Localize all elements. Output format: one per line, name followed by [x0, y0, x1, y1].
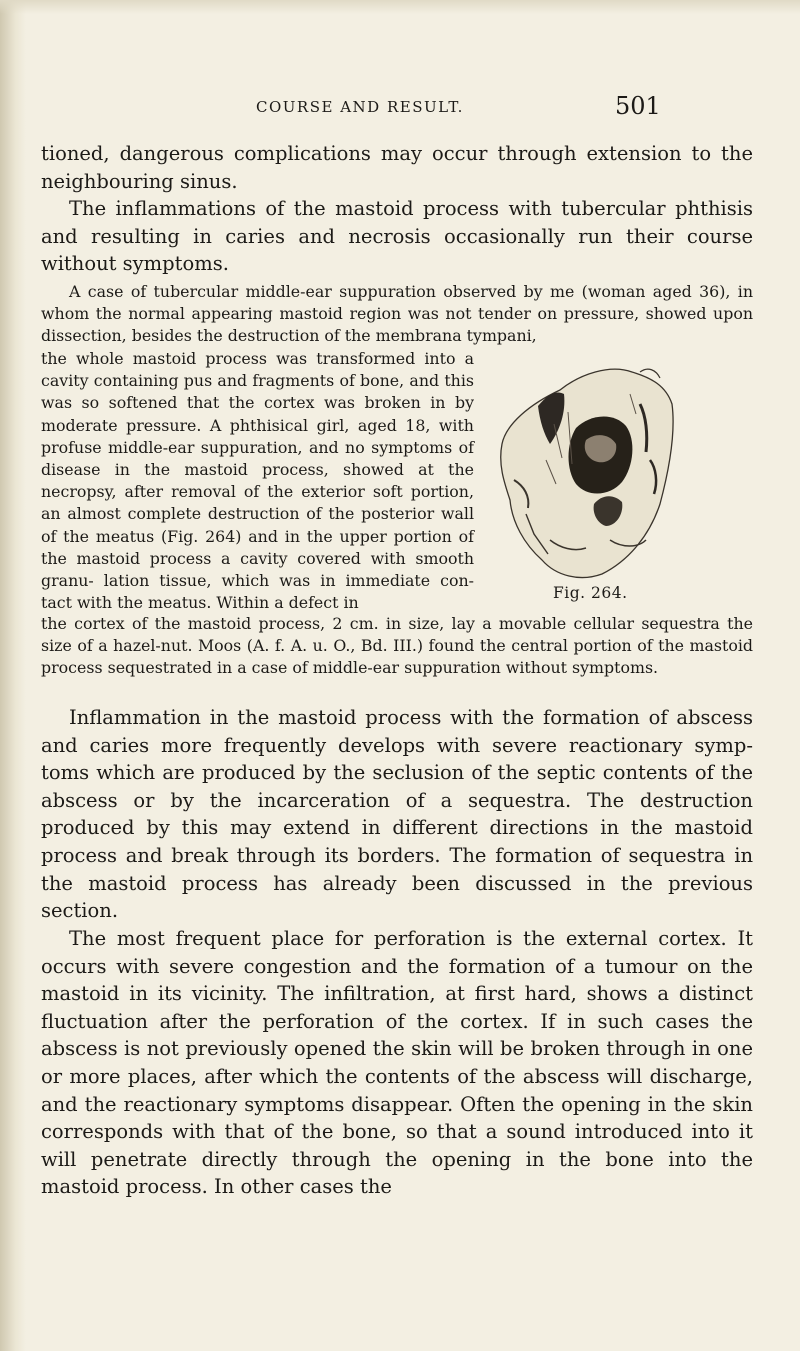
- paragraph-perforation: The most frequent place for perforation is the external cortex. It occurs with severe congestion and the formation of a tumour on the mastoid in its vicinity. The infiltration, at first hard, shows a distinct fluctuation after the perforation of the cortex. If in such cases the abscess is not previously opened the skin will be broken through in one or more places, after which the contents of the abscess will discharge, and the reactionary symptoms disappear. Often the opening in the skin corresponds with that of the bone, so that a sound introduced into it will penetrate directly through the opening in the bone into the mastoid process. In other cases the: [41, 927, 753, 1199]
- running-head: COURSE AND RESULT.: [256, 98, 464, 116]
- page-header: [0, 92, 800, 122]
- case-note-beside-figure: the whole mastoid process was transformed into a cavity containing pus and fragments of bone, and this was so softened that the cortex was broken in by moderate pressure. A phthisical girl, aged 18, with profuse middle-ear suppuration, and no symptoms of disease in the mastoid process, showed at the necropsy, after removal of the exterior soft portion, an almost complete destruction of the posterior wall of the meatus (Fig. 264) and in the upper portion of the mastoid process a cavity covered with smooth granu- lation tissue, which was in immediate con- tact with the meatus. Within a defect in: [41, 349, 474, 613]
- page-top-shadow: [0, 0, 800, 14]
- page-gutter-shadow: [0, 0, 26, 1351]
- case-note-continuation: the cortex of the mastoid process, 2 cm. in size, lay a movable cellular sequestra the size of a hazel-nut. Moos (A. f. A. u. O., Bd. III.) found the central portion of the mastoid process sequestrated in a case of middle-ear suppuration without symptoms.: [41, 614, 753, 678]
- paragraph-tubercular-phthisis: The inflammations of the mastoid process with tubercular phthisis and resulting in caries and necrosis occasionally run their course without symptoms.: [41, 197, 753, 276]
- figure-264: [490, 364, 676, 604]
- paragraph-abscess-formation: Inflammation in the mastoid process with the formation of abscess and caries more frequently develops with severe reactionary symp- toms which are produced by the seclusion of the septic contents of the abscess or by the incarceration of a sequestra. The destruction produced by this may extend in different directions in the mastoid process and break through its borders. The formation of sequestra in the mastoid process has already been discussed in the previous section.: [41, 706, 753, 923]
- case-note-intro: A case of tubercular middle-ear suppuration observed by me (woman aged 36), in whom the normal appearing mastoid region was not tender on pressure, showed upon dissection, besides the destruction of the membrana tympani,: [41, 282, 753, 346]
- page-number: 501: [615, 92, 661, 120]
- figure-caption: Fig. 264.: [553, 584, 628, 602]
- mastoid-specimen-illustration: [490, 364, 676, 582]
- paragraph-continuation: tioned, dangerous complications may occur through extension to the neighbouring sinus.: [41, 142, 753, 193]
